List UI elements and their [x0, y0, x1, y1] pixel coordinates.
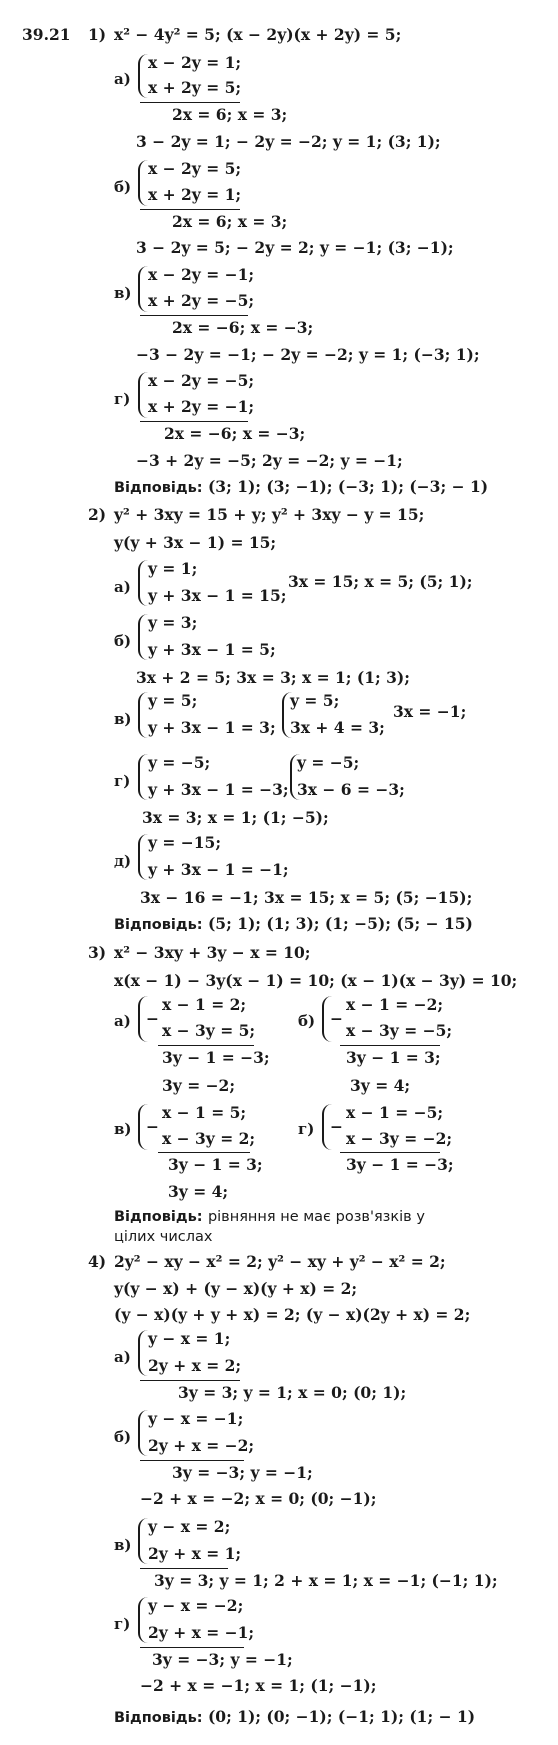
part3-answer-line2: цілих числах [114, 1229, 213, 1245]
part3-equation: x² − 3xy + 3y − x = 10; [114, 943, 311, 962]
part3-b-solution: 3y = 4; [350, 1076, 411, 1095]
part2-a-label: а) [114, 578, 131, 596]
part1-a-eq2: x + 2y = 5; [148, 78, 242, 97]
part1-a-sum: 2x = 6; x = 3; [172, 105, 288, 124]
part2-g-eq1: y = −5; [148, 753, 211, 772]
part2-b-eq1: y = 3; [148, 613, 198, 632]
part1-a-brace [138, 54, 148, 98]
part3-answer-cont [114, 1227, 212, 1246]
part3-number: 3) [88, 943, 107, 962]
part1-v-solution: −3 − 2y = −1; − 2y = −2; y = 1; (−3; 1); [136, 345, 480, 364]
part4-v-eq1: y − x = 2; [148, 1517, 231, 1536]
answer-word: Відповідь: [114, 480, 203, 496]
part3-a-sum-line [158, 1045, 254, 1046]
part3-b-minus: − [330, 1009, 343, 1028]
part4-a-brace [138, 1330, 148, 1376]
part4-answer [114, 1708, 475, 1727]
part4-a-label: а) [114, 1348, 131, 1366]
part3-g-sum: 3y − 1 = −3; [346, 1155, 454, 1174]
part2-g-label: г) [114, 772, 131, 790]
part3-answer [114, 1207, 425, 1226]
answer-word: Відповідь: [114, 1710, 203, 1726]
part2-a-eq2: y + 3x − 1 = 15; [148, 586, 287, 605]
part1-g-solution: −3 + 2y = −5; 2y = −2; y = −1; [136, 451, 403, 470]
part4-answer-value: (0; 1); (0; −1); (−1; 1); (1; − 1) [207, 1707, 476, 1726]
part3-b-eq2: x − 3y = −5; [346, 1021, 453, 1040]
part1-b-label: б) [114, 178, 132, 196]
part4-equation: 2y² − xy − x² = 2; y² − xy + y² − x² = 2; [114, 1252, 446, 1271]
part4-g-sum-line [140, 1647, 244, 1648]
part2-d-eq1: y = −15; [148, 833, 222, 852]
part1-b-eq2: x + 2y = 1; [148, 185, 242, 204]
part4-b-sum: 3y = −3; y = −1; [172, 1463, 313, 1482]
part3-b-label: б) [298, 1012, 316, 1030]
part3-v-eq1: x − 1 = 5; [162, 1103, 247, 1122]
part2-b-label: б) [114, 632, 132, 650]
part2-g-eq3: y = −5; [297, 753, 360, 772]
part3-g-sum-line [340, 1152, 440, 1153]
part1-a-label: а) [114, 70, 131, 88]
part4-g-brace [138, 1597, 148, 1643]
part2-equation: y² + 3xy = 15 + y; y² + 3xy − y = 15; [114, 505, 425, 524]
part2-a-solution: 3x = 15; x = 5; (5; 1); [288, 572, 473, 591]
part4-b-sum-line [140, 1460, 244, 1461]
part4-equation2: y(y − x) + (y − x)(y + x) = 2; [114, 1279, 358, 1298]
part1-g-eq1: x − 2y = −5; [148, 371, 255, 390]
part1-g-sum: 2x = −6; x = −3; [164, 424, 306, 443]
part1-g-eq2: x + 2y = −1; [148, 397, 255, 416]
answer-word: Відповідь: [114, 1209, 203, 1225]
part4-v-sum: 3y = 3; y = 1; 2 + x = 1; x = −1; (−1; 1); [154, 1571, 498, 1590]
part2-b-solution: 3x + 2 = 5; 3x = 3; x = 1; (1; 3); [136, 668, 410, 687]
part4-b-eq1: y − x = −1; [148, 1409, 244, 1428]
part2-a-eq1: y = 1; [148, 559, 198, 578]
part3-v-minus: − [146, 1117, 159, 1136]
part1-b-sum: 2x = 6; x = 3; [172, 212, 288, 231]
part4-v-label: в) [114, 1536, 132, 1554]
part4-v-brace [138, 1518, 148, 1564]
part2-equation2: y(y + 3x − 1) = 15; [114, 533, 277, 552]
part3-g-eq2: x − 3y = −2; [346, 1129, 453, 1148]
part4-number: 4) [88, 1252, 107, 1271]
part1-g-brace [138, 372, 148, 418]
part1-a-solution: 3 − 2y = 1; − 2y = −2; y = 1; (3; 1); [136, 132, 441, 151]
part3-equation2: x(x − 1) − 3y(x − 1) = 10; (x − 1)(x − 3y) = 10; [114, 971, 518, 990]
part4-a-eq2: 2y + x = 2; [148, 1356, 242, 1375]
part1-g-sum-line [140, 421, 248, 422]
part3-a-sum: 3y − 1 = −3; [162, 1048, 270, 1067]
part2-v-eq4: 3x + 4 = 3; [290, 718, 385, 737]
part1-v-sum-line [140, 315, 248, 316]
part2-d-solution: 3x − 16 = −1; 3x = 15; x = 5; (5; −15); [140, 888, 473, 907]
part2-v-solution: 3x = −1; [393, 702, 467, 721]
part4-a-sum: 3y = 3; y = 1; x = 0; (0; 1); [178, 1383, 407, 1402]
part1-answer-value: (3; 1); (3; −1); (−3; 1); (−3; − 1) [207, 477, 489, 496]
part4-g-sum: 3y = −3; y = −1; [152, 1650, 293, 1669]
part2-g-solution: 3x = 3; x = 1; (1; −5); [142, 808, 329, 827]
part1-v-label: в) [114, 284, 132, 302]
part3-a-eq2: x − 3y = 5; [162, 1021, 256, 1040]
part2-b-brace [138, 614, 148, 660]
part2-v-eq3: y = 5; [290, 691, 340, 710]
part1-b-eq1: x − 2y = 5; [148, 159, 242, 178]
part4-b-label: б) [114, 1428, 132, 1446]
part1-b-solution: 3 − 2y = 5; − 2y = 2; y = −1; (3; −1); [136, 238, 454, 257]
part3-b-eq1: x − 1 = −2; [346, 995, 444, 1014]
part2-v-label: в) [114, 710, 132, 728]
answer-word: Відповідь: [114, 917, 203, 933]
part2-number: 2) [88, 505, 107, 524]
part4-v-eq2: 2y + x = 1; [148, 1544, 242, 1563]
part1-v-brace [138, 266, 148, 312]
part2-a-brace [138, 560, 148, 606]
part3-v-solution: 3y = 4; [168, 1182, 229, 1201]
part4-g-eq2: 2y + x = −1; [148, 1623, 255, 1642]
part2-g-eq2: y + 3x − 1 = −3; [148, 780, 289, 799]
part1-b-brace [138, 160, 148, 206]
part3-a-eq1: x − 1 = 2; [162, 995, 247, 1014]
part2-answer-value: (5; 1); (1; 3); (1; −5); (5; − 15) [207, 914, 473, 933]
part4-a-eq1: y − x = 1; [148, 1329, 231, 1348]
part3-g-label: г) [298, 1120, 315, 1138]
part3-a-solution: 3y = −2; [162, 1076, 236, 1095]
part3-v-sum-line [158, 1152, 250, 1153]
part2-v-eq2: y + 3x − 1 = 3; [148, 718, 276, 737]
part4-v-sum-line [140, 1568, 228, 1569]
part4-equation3: (y − x)(y + y + x) = 2; (y − x)(2y + x) = 2; [114, 1305, 471, 1324]
part2-d-brace [138, 834, 148, 880]
part3-answer-line1: рівняння не має розв'язків у [207, 1209, 425, 1225]
part4-b-solution: −2 + x = −2; x = 0; (0; −1); [140, 1489, 377, 1508]
part4-g-label: г) [114, 1615, 131, 1633]
part3-v-eq2: x − 3y = 2; [162, 1129, 256, 1148]
part2-b-eq2: y + 3x − 1 = 5; [148, 640, 276, 659]
part4-g-eq1: y − x = −2; [148, 1596, 244, 1615]
part3-g-minus: − [330, 1117, 343, 1136]
problem-number: 39.21 [22, 25, 71, 44]
part4-g-solution: −2 + x = −1; x = 1; (1; −1); [140, 1676, 377, 1695]
part1-g-label: г) [114, 390, 131, 408]
part2-v-eq1: y = 5; [148, 691, 198, 710]
part3-b-sum-line [340, 1045, 440, 1046]
part4-b-eq2: 2y + x = −2; [148, 1436, 255, 1455]
part2-d-eq2: y + 3x − 1 = −1; [148, 860, 289, 879]
part1-equation: x² − 4y² = 5; (x − 2y)(x + 2y) = 5; [114, 25, 402, 44]
part3-a-label: а) [114, 1012, 131, 1030]
part3-a-minus: − [146, 1009, 159, 1028]
part4-b-brace [138, 1410, 148, 1456]
part1-a-eq1: x − 2y = 1; [148, 53, 242, 72]
part3-g-eq1: x − 1 = −5; [346, 1103, 444, 1122]
part3-v-label: в) [114, 1120, 132, 1138]
part1-v-eq2: x + 2y = −5; [148, 291, 255, 310]
part3-v-sum: 3y − 1 = 3; [168, 1155, 263, 1174]
part4-a-sum-line [140, 1380, 240, 1381]
part2-g-brace [138, 754, 148, 800]
part1-answer [114, 478, 488, 497]
part2-d-label: д) [114, 852, 132, 870]
part3-b-sum: 3y − 1 = 3; [346, 1048, 441, 1067]
part2-g-eq4: 3x − 6 = −3; [297, 780, 405, 799]
part1-v-eq1: x − 2y = −1; [148, 265, 255, 284]
part1-a-sum-line [140, 102, 240, 103]
part2-v-brace [138, 692, 148, 738]
part1-b-sum-line [140, 209, 240, 210]
part2-answer [114, 915, 473, 934]
part1-v-sum: 2x = −6; x = −3; [172, 318, 314, 337]
part1-number: 1) [88, 25, 107, 44]
